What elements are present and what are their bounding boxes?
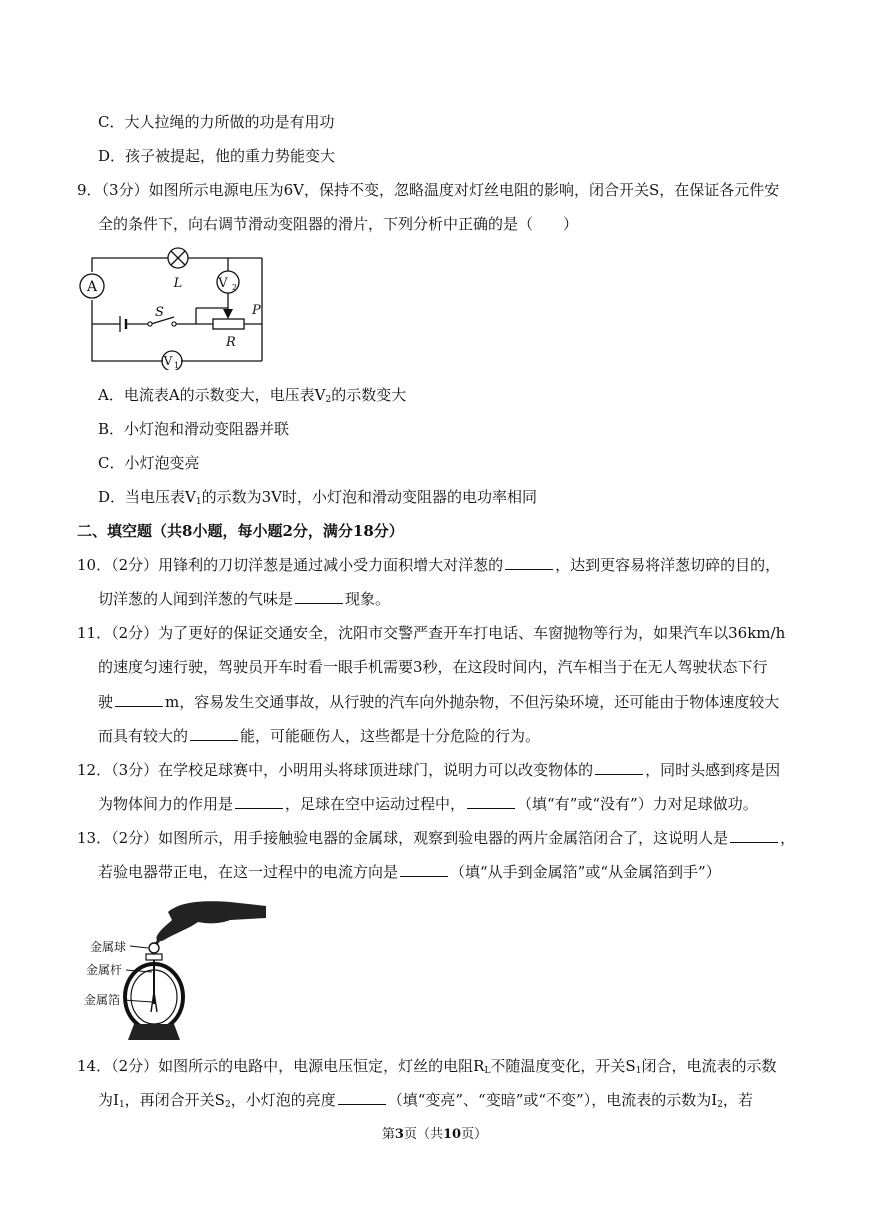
answer-blank xyxy=(190,726,238,741)
rheostat-label: R xyxy=(226,335,236,350)
q12-line2: 为物体间力的作用是 ，足球在空中运动过程中， （填“有”或“没有”）力对足球做功。 xyxy=(98,795,758,813)
label-metal-foil: 金属箔 xyxy=(84,993,121,1007)
answer-blank xyxy=(467,794,515,809)
lamp-label: L xyxy=(173,276,183,291)
q9-option-b: B．小灯泡和滑动变阻器并联 xyxy=(98,420,290,438)
q14-line2: 为$I_1$，再闭合开关$S_2$，小灯泡的亮度 （填“变亮”、“变暗”或“不变”），电流表的示数为$I_2$，若 xyxy=(98,1091,753,1110)
q8-option-c: C．大人拉绳的力所做的功是有用功 xyxy=(98,113,335,131)
v2-subscript: 2 xyxy=(232,283,238,292)
answer-blank xyxy=(505,555,553,570)
q11-line1: 11．（2分）为了更好的保证交通安全，沈阳市交警严查开车打电话、车窗抛物等行为，如果汽车以36km/h xyxy=(77,624,786,642)
q13-line2: 若验电器带正电，在这一过程中的电流方向是 （填“从手到金属箔”或“从金属箔到手”） xyxy=(98,863,721,881)
q12-line1: 12．（3分）在学校足球赛中，小明用头将球顶进球门，说明力可以改变物体的 ，同时头感到疼是因 xyxy=(77,761,781,779)
page-footer: 第3页（共10页） xyxy=(381,1127,488,1142)
switch-label: S xyxy=(155,305,164,320)
section-title: 二、填空题（共8小题，每小题2分，满分18分） xyxy=(77,522,404,540)
q9-option-c: C．小灯泡变亮 xyxy=(98,454,200,472)
answer-blank xyxy=(235,794,283,809)
q9-circuit-diagram xyxy=(76,244,272,370)
label-metal-ball: 金属球 xyxy=(90,940,127,954)
q9-stem-line2: 全的条件下，向右调节滑动变阻器的滑片，下列分析中正确的是（ ） xyxy=(98,215,579,233)
q9-option-a: A．电流表A的示数变大，电压表$V_2$的示数变大 xyxy=(98,386,407,405)
q8-option-d: D．孩子被提起，他的重力势能变大 xyxy=(98,147,336,165)
answer-blank xyxy=(115,692,163,707)
q13-electroscope-figure xyxy=(80,894,270,1046)
q13-line1: 13．（2分）如图所示，用手接触验电器的金属球，观察到验电器的两片金属箔闭合了，这说明人是 ， xyxy=(77,829,796,847)
q10-line2: 切洋葱的人闻到洋葱的气味是 现象。 xyxy=(98,590,391,608)
slider-label: P xyxy=(252,303,261,318)
ammeter-label: A xyxy=(86,279,98,295)
v2-label: V xyxy=(218,276,228,291)
q9-stem-line1: 9．（3分）如图所示电源电压为6V，保持不变，忽略温度对灯丝电阻的影响，闭合开关S，在保证各元件安 xyxy=(77,181,780,199)
q11-line2: 的速度匀速行驶，驾驶员开车时看一眼手机需要3秒，在这段时间内，汽车相当于在无人驾驶状态下行 xyxy=(98,658,768,676)
v1-subscript: 1 xyxy=(174,361,180,370)
answer-blank xyxy=(295,589,343,604)
q11-line3: 驶 m，容易发生交通事故，从行驶的汽车向外抛杂物，不但污染环境，还可能由于物体速度较大 xyxy=(98,693,780,711)
q11-line4: 而具有较大的 能，可能砸伤人，这些都是十分危险的行为。 xyxy=(98,727,541,745)
answer-blank xyxy=(338,1090,386,1105)
answer-blank xyxy=(400,862,448,877)
v1-label: V xyxy=(163,354,173,368)
label-metal-rod: 金属杆 xyxy=(86,963,123,977)
answer-blank xyxy=(730,828,778,843)
q10-line1: 10．（2分）用锋利的刀切洋葱是通过减小受力面积增大对洋葱的 ，达到更容易将洋葱切碎的目的， xyxy=(77,556,781,574)
q14-line1: 14．（2分）如图所示的电路中，电源电压恒定，灯丝的电阻$R_L$不随温度变化，开关$S_1$闭合，电流表的示数 xyxy=(77,1057,777,1076)
q9-option-d: D．当电压表$V_1$的示数为3V时，小灯泡和滑动变阻器的电功率相同 xyxy=(98,488,537,507)
answer-blank xyxy=(595,760,643,775)
